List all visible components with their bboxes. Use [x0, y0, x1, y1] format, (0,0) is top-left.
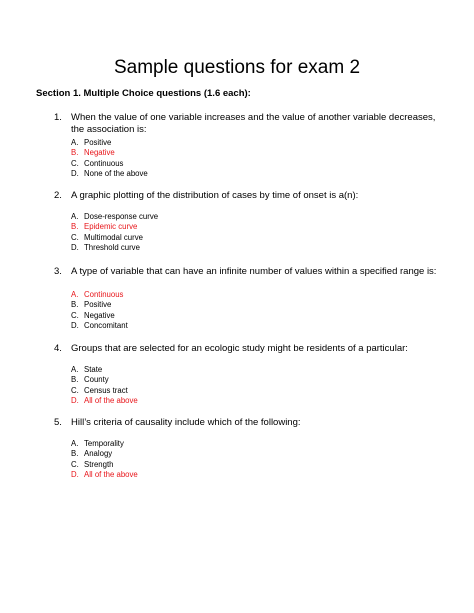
answer-option-b — [71, 300, 461, 310]
option-text: Threshold curve — [84, 242, 140, 252]
option-letter: D. — [71, 168, 79, 178]
answer-options — [71, 138, 461, 179]
question-stem — [54, 112, 444, 136]
option-text: Temporality — [84, 439, 124, 448]
question-stem — [54, 343, 444, 355]
question-text: Groups that are selected for an ecologic study might be residents of a particular: — [71, 343, 408, 354]
option-letter: C. — [71, 459, 79, 469]
answer-option-c — [71, 159, 461, 169]
answer-option-d — [71, 321, 461, 331]
option-text: All of the above — [84, 395, 138, 405]
question-1 — [54, 112, 444, 179]
option-letter: B. — [71, 449, 79, 459]
answer-option-c — [71, 460, 461, 470]
page-title: Sample questions for exam 2 — [113, 57, 361, 78]
question-2 — [54, 190, 444, 253]
question-number: 5. — [54, 417, 62, 428]
option-letter: C. — [71, 158, 79, 168]
option-text: Dose-response curve — [84, 212, 159, 221]
question-number: 4. — [54, 343, 62, 354]
question-stem — [54, 417, 444, 429]
answer-option-a — [71, 138, 461, 148]
option-text: None of the above — [84, 168, 148, 178]
answer-option-b — [71, 449, 461, 459]
option-letter: D. — [71, 242, 79, 252]
section-heading: Section 1. Multiple Choice questions (1.6 each): — [36, 88, 251, 99]
option-text: Multimodal curve — [84, 232, 143, 242]
answer-option-d — [71, 470, 461, 480]
option-text: Strength — [84, 459, 114, 469]
option-text: Concomitant — [84, 320, 128, 330]
option-letter: A. — [71, 439, 79, 448]
answer-option-b — [71, 222, 461, 232]
answer-options — [71, 290, 461, 331]
answer-option-c — [71, 233, 461, 243]
option-letter: B. — [71, 222, 79, 232]
option-text: Continuous — [84, 290, 124, 299]
answer-options — [71, 212, 461, 253]
answer-option-c — [71, 386, 461, 396]
question-number: 2. — [54, 190, 62, 201]
option-text: Positive — [84, 300, 112, 310]
question-number: 3. — [54, 266, 62, 277]
option-letter: C. — [71, 232, 79, 242]
option-letter: D. — [71, 395, 79, 405]
answer-option-b — [71, 148, 461, 158]
question-text: When the value of one variable increases and the value of another variable decreases, the association is: — [71, 112, 436, 135]
answer-option-d — [71, 396, 461, 406]
option-letter: D. — [71, 469, 79, 479]
question-5 — [54, 417, 444, 480]
answer-option-d — [71, 243, 461, 253]
option-text: Epidemic curve — [84, 222, 138, 232]
option-letter: C. — [71, 310, 79, 320]
option-text: Negative — [84, 148, 115, 158]
option-letter: A. — [71, 365, 79, 374]
option-text: State — [84, 365, 103, 374]
option-letter: D. — [71, 320, 79, 330]
option-letter: A. — [71, 212, 79, 221]
option-text: County — [84, 375, 109, 385]
option-letter: B. — [71, 148, 79, 158]
option-text: Negative — [84, 310, 115, 320]
answer-options — [71, 365, 461, 406]
option-text: Continuous — [84, 158, 124, 168]
question-stem — [54, 190, 444, 202]
answer-option-a — [71, 365, 461, 375]
option-letter: B. — [71, 300, 79, 310]
question-text: Hill’s criteria of causality include which of the following: — [71, 417, 301, 428]
question-stem — [54, 266, 444, 278]
answer-option-a — [71, 212, 461, 222]
answer-option-d — [71, 169, 461, 179]
answer-option-b — [71, 375, 461, 385]
option-text: Census tract — [84, 385, 128, 395]
option-text: Analogy — [84, 449, 113, 459]
answer-option-a — [71, 290, 461, 300]
answer-option-a — [71, 439, 461, 449]
option-letter: C. — [71, 385, 79, 395]
question-text: A graphic plotting of the distribution of cases by time of onset is a(n): — [71, 190, 359, 201]
option-letter: A. — [71, 138, 79, 147]
option-text: Positive — [84, 138, 112, 147]
question-number: 1. — [54, 112, 62, 123]
question-4 — [54, 343, 444, 406]
option-letter: A. — [71, 290, 79, 299]
answer-options — [71, 439, 461, 480]
question-text: A type of variable that can have an infinite number of values within a specified range is: — [71, 266, 437, 277]
option-letter: B. — [71, 375, 79, 385]
answer-option-c — [71, 311, 461, 321]
question-3 — [54, 266, 444, 331]
option-text: All of the above — [84, 469, 138, 479]
